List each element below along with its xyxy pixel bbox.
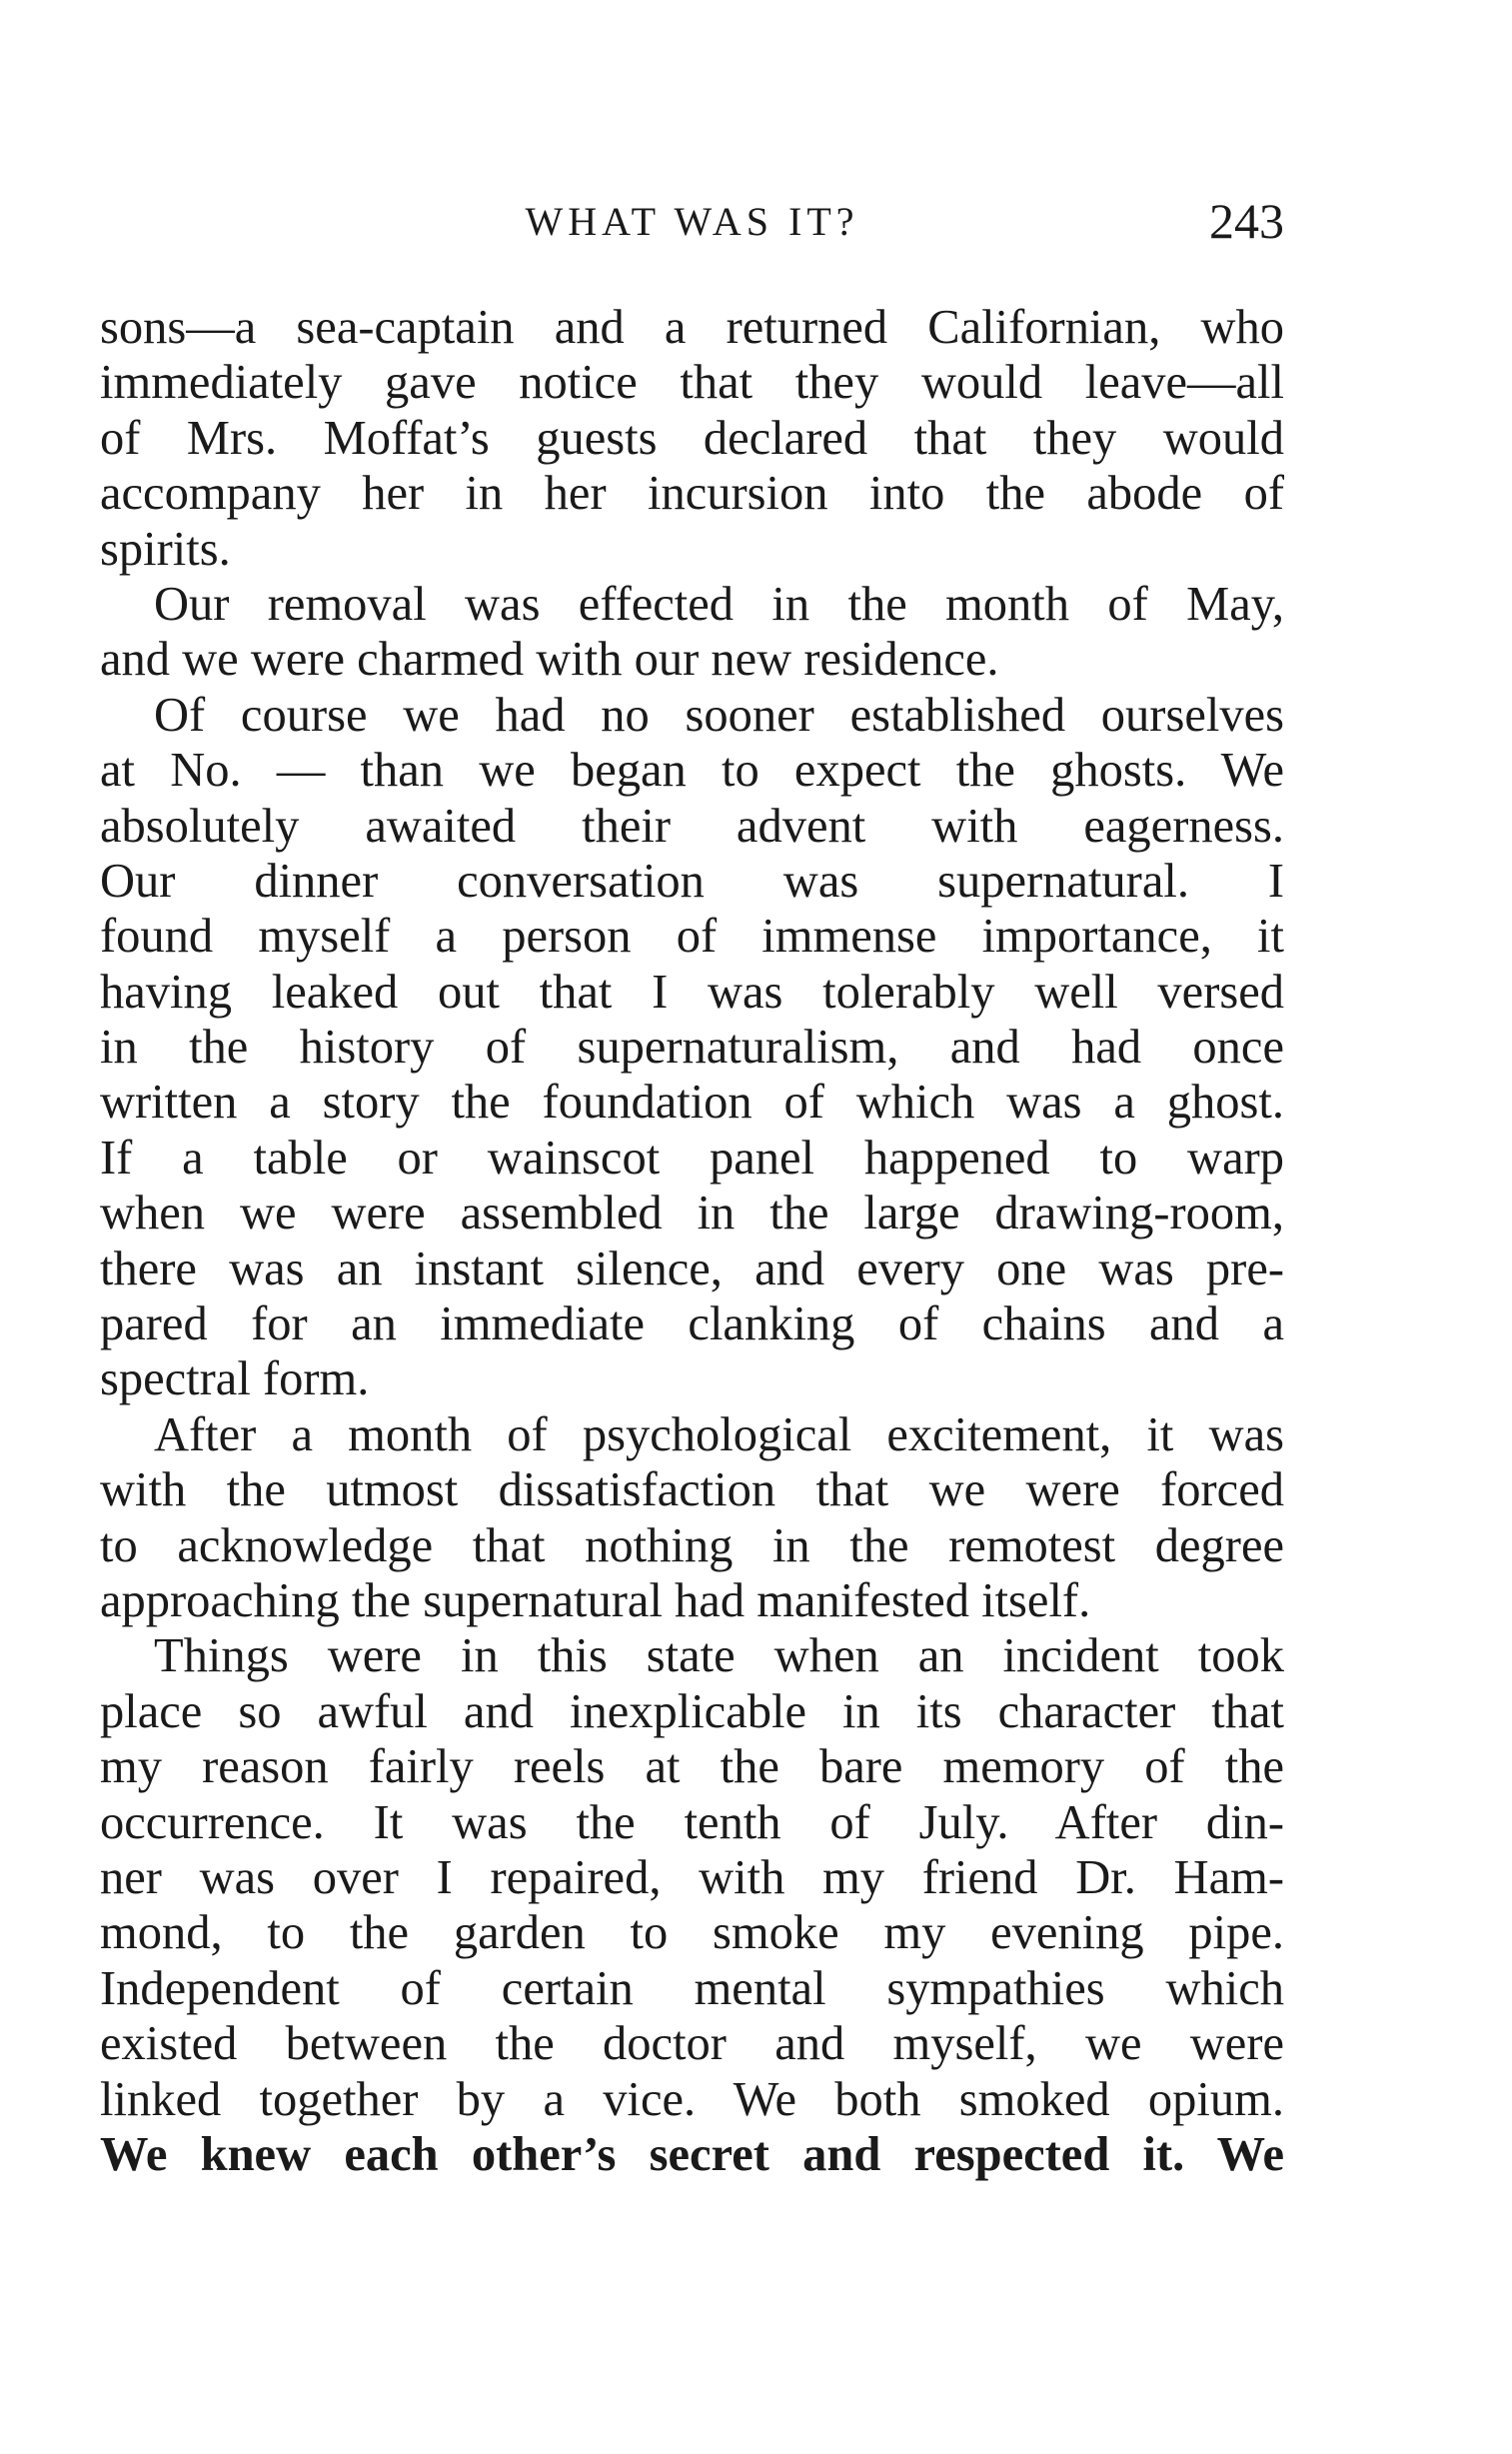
text-line: approaching the supernatural had manifested itself. [100, 1573, 1091, 1627]
running-head [100, 193, 1284, 258]
text-line: when we were assembled in the large drawing-room, [100, 1187, 1284, 1240]
text-line: immediately gave notice that they would leave—all [100, 356, 1284, 410]
text-line: ner was over I repaired, with my friend Dr. Ham- [100, 1850, 1284, 1904]
text-line: at No. — than we began to expect the ghosts. We [100, 744, 1284, 798]
text-line: place so awful and inexplicable in its character that [100, 1684, 1284, 1738]
text-line: there was an instant silence, and every one was pre- [100, 1241, 1284, 1295]
running-title: WHAT WAS IT? [525, 199, 859, 244]
text-line: to acknowledge that nothing in the remotest degree [100, 1518, 1284, 1572]
text-line: linked together by a vice. We both smoked opium. [100, 2072, 1284, 2126]
text-line: If a table or wainscot panel happened to warp [100, 1131, 1284, 1185]
text-line: spectral form. [100, 1352, 370, 1406]
text-line: spirits. [100, 522, 231, 576]
text-line: Our dinner conversation was supernatural. I [100, 854, 1284, 908]
text-line: existed between the doctor and myself, we were [100, 2017, 1284, 2071]
body-text [100, 300, 1284, 2182]
text-line: found myself a person of immense importance, it [100, 910, 1284, 964]
text-line: pared for an immediate clanking of chains and a [100, 1297, 1284, 1351]
text-line: my reason fairly reels at the bare memory of the [100, 1740, 1284, 1794]
text-line: Of course we had no sooner established ourselves [154, 688, 1284, 742]
text-line: in the history of supernaturalism, and had once [100, 1021, 1284, 1075]
text-line: accompany her in her incursion into the abode of [100, 467, 1284, 521]
text-line: Independent of certain mental sympathies which [100, 1961, 1284, 2015]
text-line: occurrence. It was the tenth of July. After din- [100, 1795, 1284, 1849]
text-line: We knew each other’s secret and respected it. We [100, 2127, 1284, 2181]
text-line: Our removal was effected in the month of May, [154, 577, 1284, 631]
text-line: absolutely awaited their advent with eagerness. [100, 799, 1284, 853]
text-line: After a month of psychological excitement, it was [154, 1407, 1284, 1461]
text-line: having leaked out that I was tolerably well versed [100, 965, 1284, 1019]
text-line: of Mrs. Moffat’s guests declared that they would [100, 411, 1284, 465]
text-line: mond, to the garden to smoke my evening pipe. [100, 1906, 1284, 1960]
text-line: and we were charmed with our new residence. [100, 633, 999, 687]
text-line: with the utmost dissatisfaction that we were forced [100, 1463, 1284, 1517]
text-line: Things were in this state when an incident took [154, 1629, 1284, 1683]
text-line: sons—a sea-captain and a returned Californian, who [100, 301, 1284, 354]
text-line: written a story the foundation of which was a ghost. [100, 1076, 1284, 1130]
page-number: 243 [1209, 193, 1284, 249]
